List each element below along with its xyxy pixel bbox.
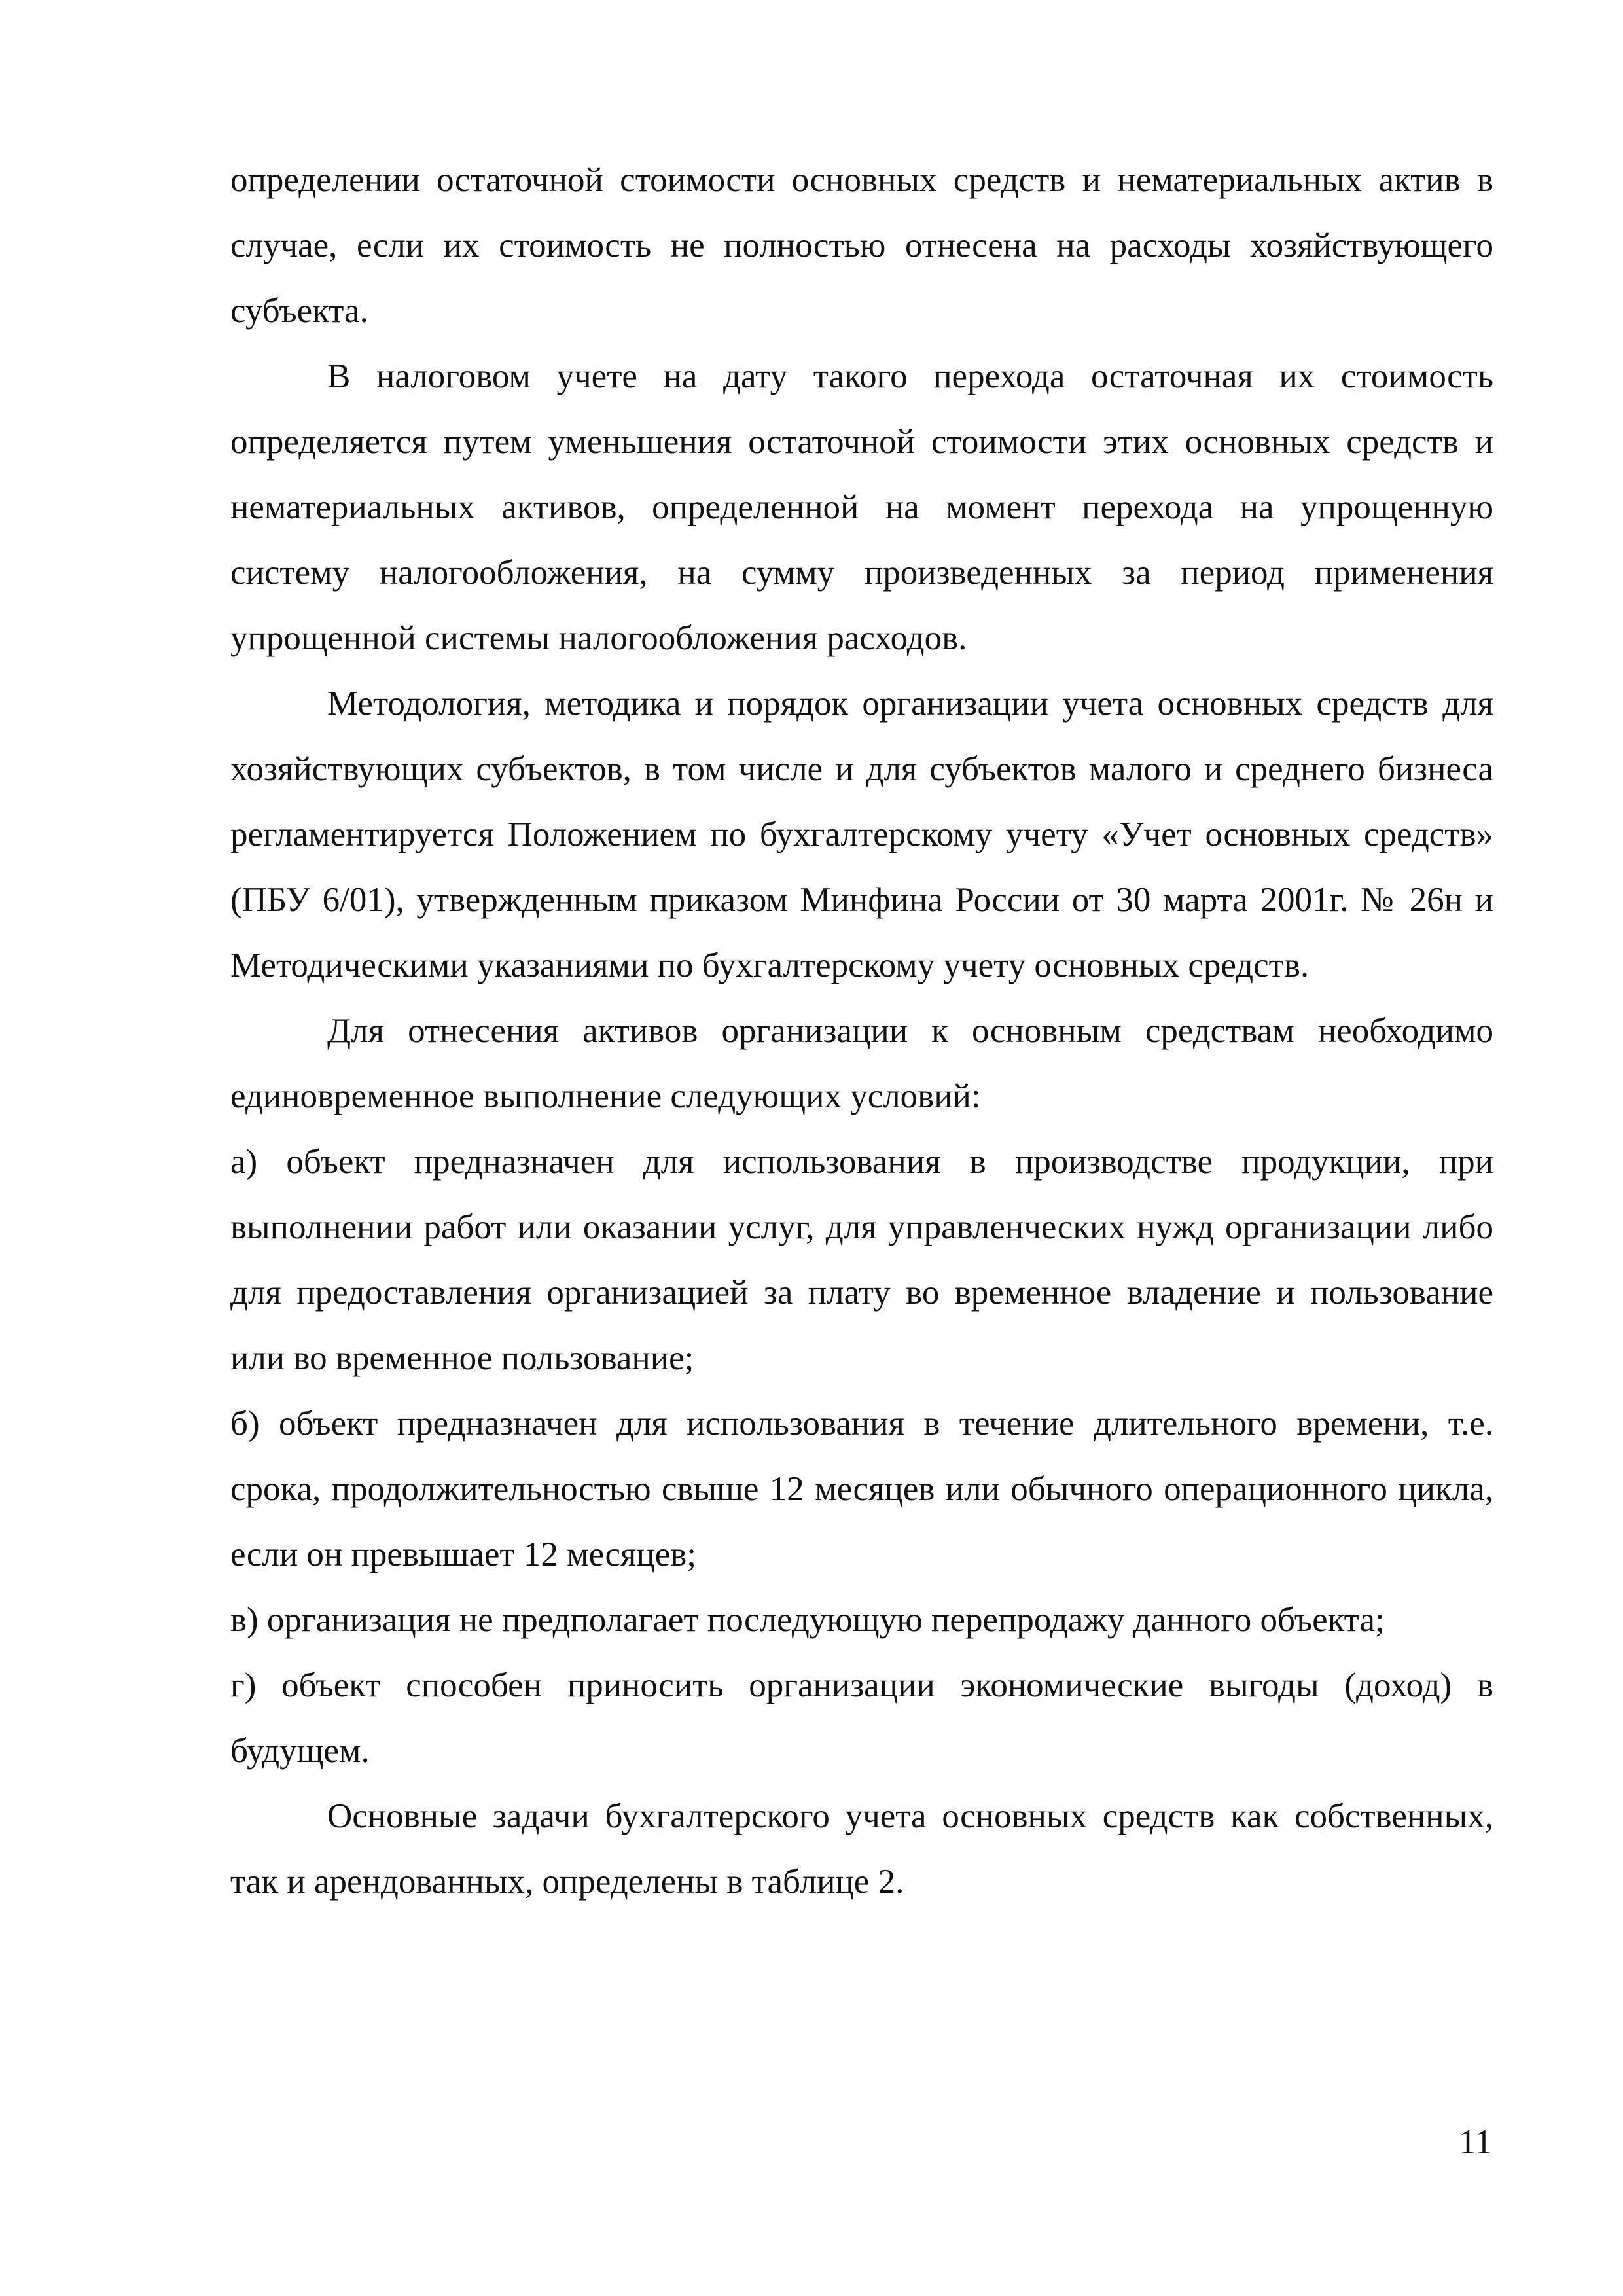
document-body [230,147,1493,1914]
page-number: 11 [1458,2123,1492,2161]
paragraph-continuation: определении остаточной стоимости основных средств и нематериальных актив в случае, если их стоимость не полностью отнесена на расходы хозяйствующего субъекта. [230,161,1493,330]
list-item-c: в) организация не предполагает последующую перепродажу данного объекта; [230,1601,1385,1639]
list-item-d: г) объект способен приносить организации экономические выгоды (доход) в будущем. [230,1666,1493,1770]
paragraph-methodology: Методология, методика и порядок организации учета основных средств для хозяйствующих субъектов, в том числе и для субъектов малого и среднего бизнеса регламентируется Положением по бухгалтерскому учету «Учет основных средств» (ПБУ 6/01), утвержденным приказом Минфина России от 30 марта 2001г. № 26н и Методическими указаниями по бухгалтерскому учету основных средств. [230,685,1493,984]
list-item-b: б) объект предназначен для использования в течение длительного времени, т.е. срока, продолжительностью свыше 12 месяцев или обычного операционного цикла, если он превышает 12 месяцев; [230,1405,1493,1573]
paragraph-conditions-intro: Для отнесения активов организации к основным средствам необходимо единовременное выполнение следующих условий: [230,1012,1493,1115]
list-item-a: а) объект предназначен для использования в производстве продукции, при выполнении работ или оказании услуг, для управленческих нужд организации либо для предоставления организацией за плату во временное владение и пользование или во временное пользование; [230,1143,1493,1377]
paragraph-tax-accounting: В налоговом учете на дату такого перехода остаточная их стоимость определяется путем уменьшения остаточной стоимости этих основных средств и нематериальных активов, определенной на момент перехода на упрощенную систему налогообложения, на сумму произведенных за период применения упрощенной системы налогообложения расходов. [230,357,1493,657]
paragraph-main-tasks: Основные задачи бухгалтерского учета основных средств как собственных, так и арендованных, определены в таблице 2. [230,1797,1493,1901]
